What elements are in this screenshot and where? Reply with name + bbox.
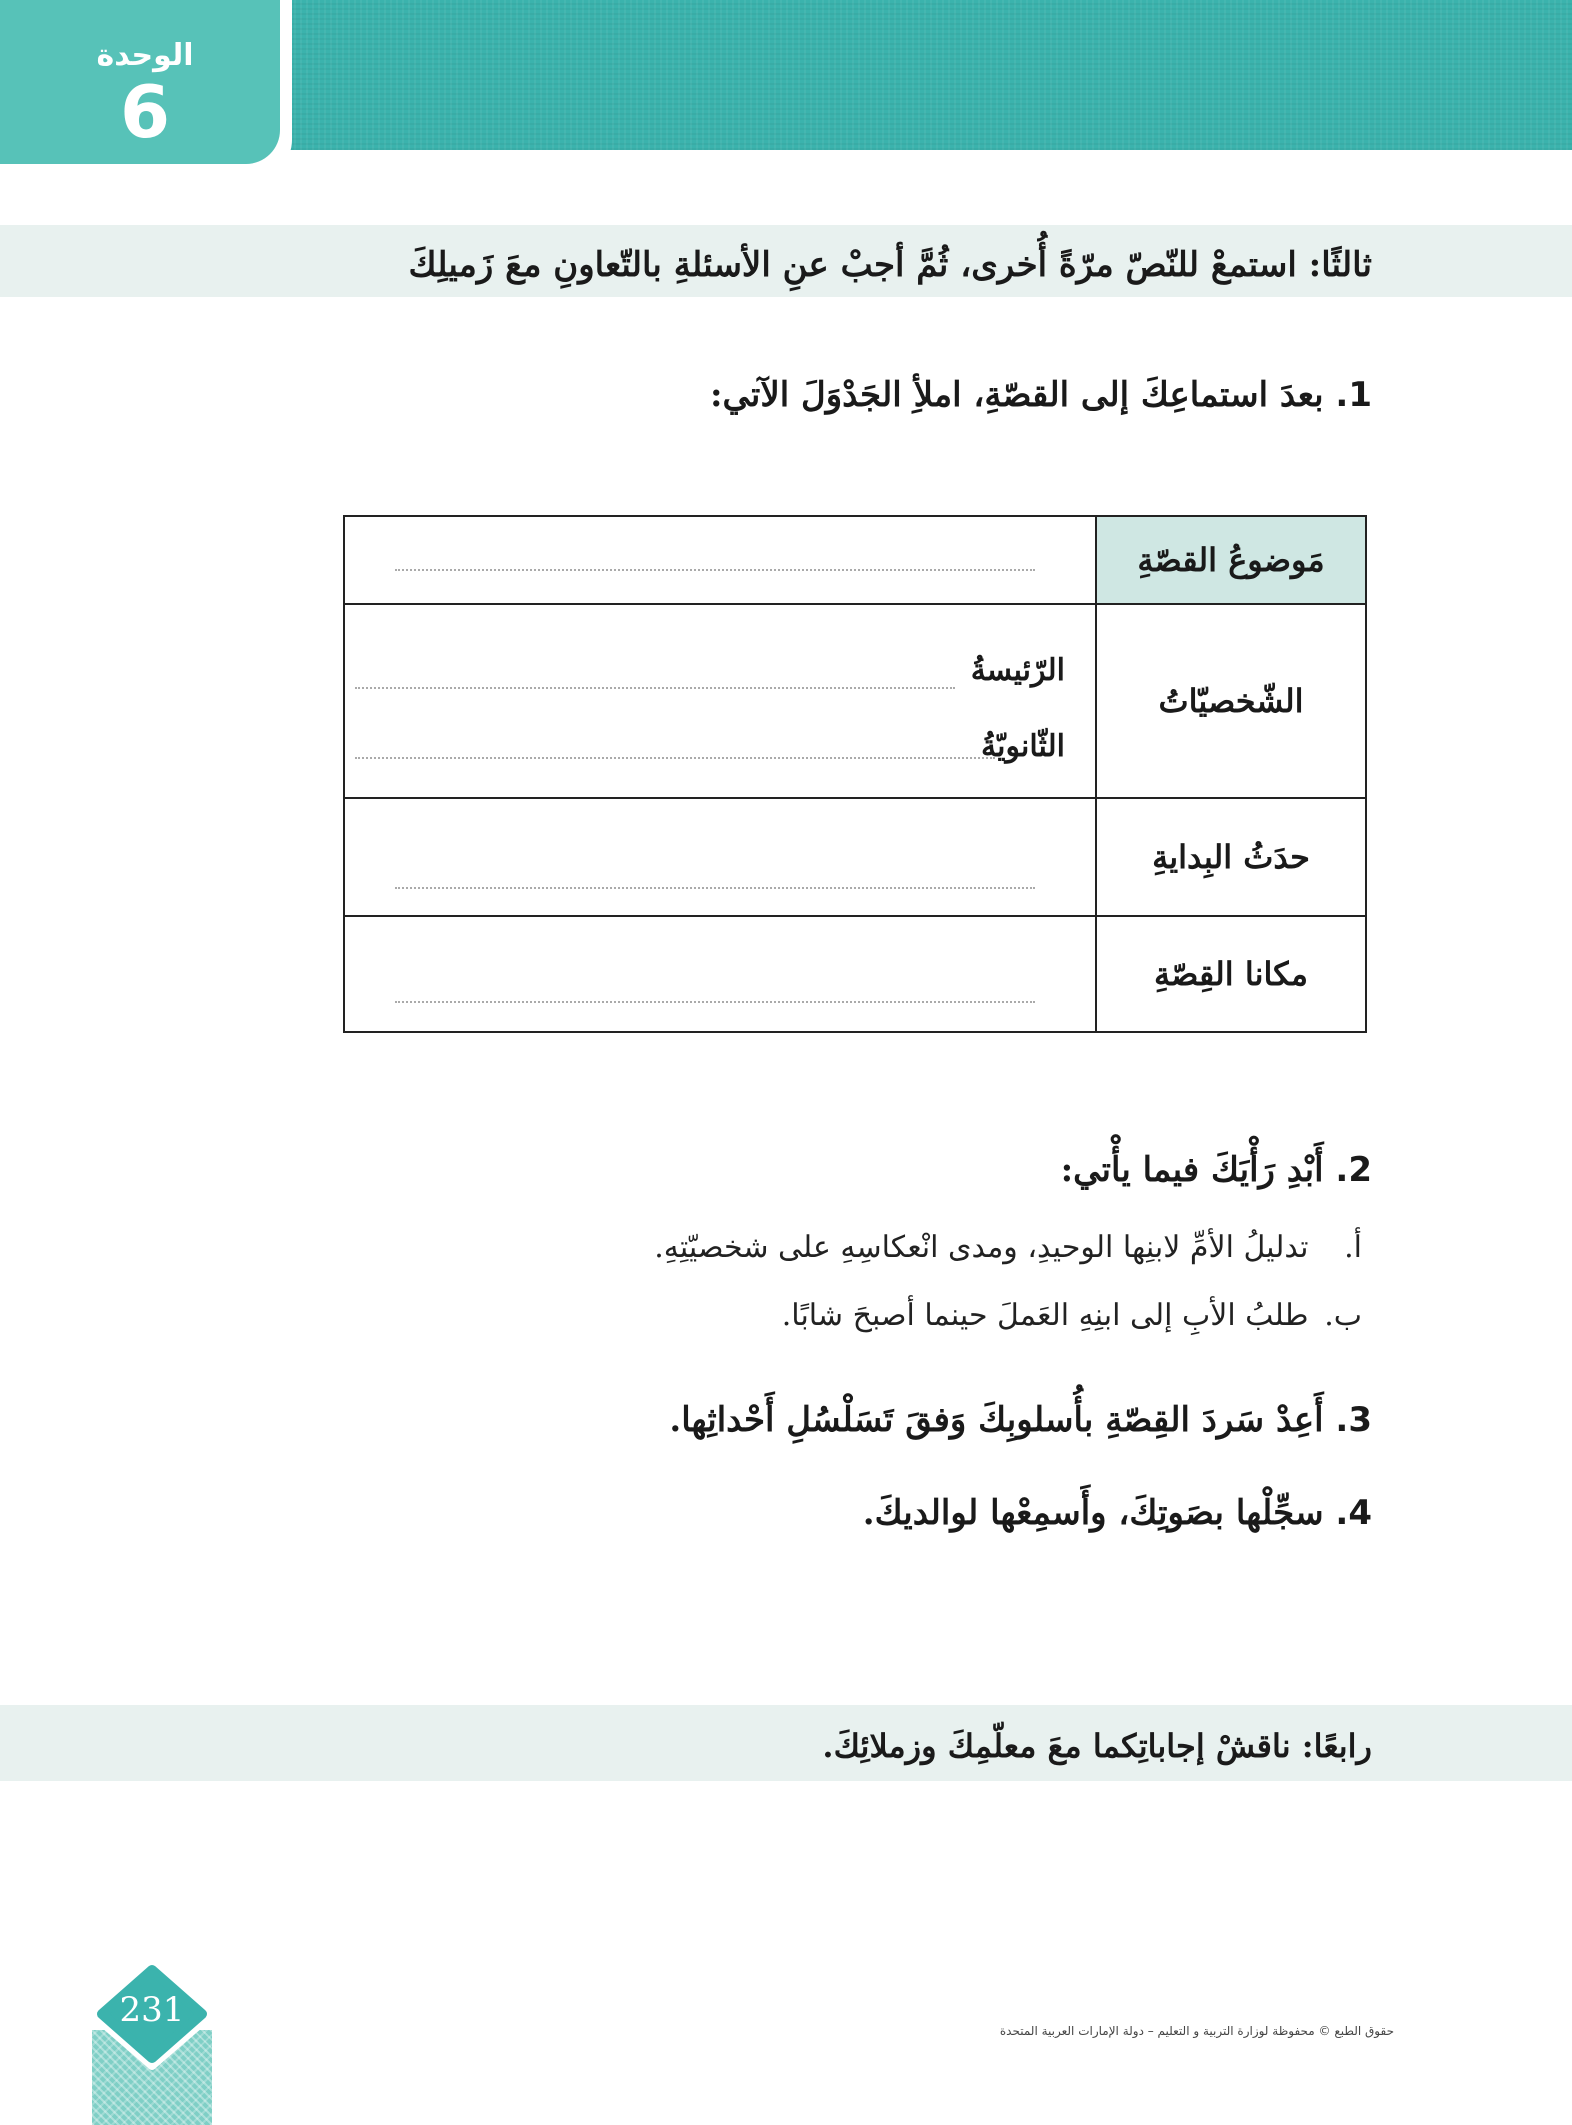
label-secondary-characters: الثّانويّةُ xyxy=(981,729,1065,764)
section4-band xyxy=(0,1705,1572,1781)
unit-badge xyxy=(0,0,292,178)
label-characters: الشّخصيّاتُ xyxy=(1095,605,1365,797)
question-1-text: بعدَ استماعِكَ إلى القصّةِ، املأِ الجَدْوَلَ الآتي: xyxy=(709,375,1324,415)
table-row-characters xyxy=(345,605,1365,799)
copyright-notice: حقوق الطبع © محفوظة لوزارة التربية و التعليم – دولة الإمارات العربية المتحدة xyxy=(999,2024,1394,2038)
question-1 xyxy=(710,375,1372,415)
unit-badge-inner xyxy=(0,0,280,164)
question-1-number: 1. xyxy=(1335,375,1372,415)
question-2-item-a xyxy=(654,1230,1362,1265)
page-number-badge xyxy=(88,1958,216,2070)
question-4-text: سجِّلْها بصَوتِكَ، وأَسمِعْها لوالديكَ. xyxy=(862,1493,1324,1533)
unit-label: الوحدة xyxy=(96,38,194,73)
question-4-number: 4. xyxy=(1335,1493,1372,1533)
section3-title: ثالثًا: استمعْ للنّصّ مرّةً أُخرى، ثُمَّ أجبْ عنِ الأسئلةِ بالتّعاونِ معَ زَميلِكَ xyxy=(408,245,1372,285)
answer-line-topic[interactable] xyxy=(395,569,1035,571)
answer-line-place[interactable] xyxy=(395,1001,1035,1003)
label-main-characters: الرّئيسةُ xyxy=(970,653,1065,688)
item-b-text: طلبُ الأبِ إلى ابنِهِ العَملَ حينما أصبحَ شابًا. xyxy=(781,1298,1309,1333)
question-2-item-b xyxy=(782,1298,1362,1333)
answer-line-secondary[interactable] xyxy=(355,757,995,759)
table-row-beginning xyxy=(345,799,1365,917)
item-a-letter: أ. xyxy=(1344,1230,1362,1265)
label-beginning: حدَثُ البِدايةِ xyxy=(1095,799,1365,915)
answer-line-beginning[interactable] xyxy=(395,887,1035,889)
label-topic: مَوضوعُ القصّةِ xyxy=(1095,517,1365,603)
question-3-number: 3. xyxy=(1335,1400,1372,1440)
item-b-letter: ب. xyxy=(1324,1298,1362,1333)
question-2 xyxy=(1061,1150,1372,1190)
table-row-topic xyxy=(345,517,1365,605)
story-table xyxy=(343,515,1367,1033)
question-2-text: أَبْدِ رَأْيَكَ فيما يأْتي: xyxy=(1060,1150,1324,1190)
label-place: مكانا القِصّةِ xyxy=(1095,917,1365,1031)
question-2-number: 2. xyxy=(1335,1150,1372,1190)
unit-number: 6 xyxy=(119,70,171,154)
question-4 xyxy=(863,1493,1372,1533)
question-3 xyxy=(669,1400,1372,1440)
table-row-place xyxy=(345,917,1365,1031)
answer-line-main[interactable] xyxy=(355,687,955,689)
section4-title: رابعًا: ناقشْ إجاباتِكما معَ معلّمِكَ وزملائِكَ. xyxy=(822,1727,1372,1765)
section3-band xyxy=(0,225,1572,297)
page-number: 231 xyxy=(119,1990,185,2030)
item-a-text: تدليلُ الأمِّ لابنِها الوحيدِ، ومدى انْعكاسِهِ على شخصيّتِهِ. xyxy=(654,1230,1309,1265)
question-3-text: أَعِدْ سَردَ القِصّةِ بأُسلوبِكَ وَفقَ تَسَلْسُلِ أَحْداثِها. xyxy=(669,1400,1324,1440)
